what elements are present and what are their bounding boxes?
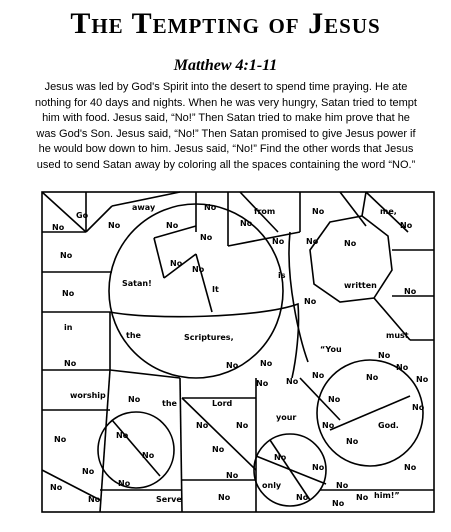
space-no[interactable]: No <box>200 233 213 242</box>
scripture-reference: Matthew 4:1-11 <box>173 57 278 74</box>
divider <box>196 254 212 312</box>
space-no[interactable]: No <box>50 483 63 492</box>
space-no[interactable]: No <box>108 221 121 230</box>
story-line: Jesus was led by God's Spirit into the desert to spend time praying. He ate <box>44 81 408 93</box>
space-no[interactable]: No <box>344 239 357 248</box>
space-me[interactable]: me, <box>380 207 397 216</box>
space-no[interactable]: No <box>256 379 269 388</box>
space-no[interactable]: No <box>356 493 369 502</box>
space-go[interactable]: Go <box>76 211 89 220</box>
space-no[interactable]: No <box>64 359 77 368</box>
space-no[interactable]: No <box>396 363 409 372</box>
space-scriptures[interactable]: Scriptures, <box>184 333 234 342</box>
space-no[interactable]: No <box>240 219 253 228</box>
space-no[interactable]: No <box>212 445 225 454</box>
story-line: he would bow down to him. Jesus said, “No!” Find the other words that Jesus <box>38 143 414 155</box>
puzzle-outlines <box>42 192 434 512</box>
divider <box>112 420 160 476</box>
space-no[interactable]: No <box>118 479 131 488</box>
space-no[interactable]: No <box>60 251 73 260</box>
space-no[interactable]: No <box>62 289 75 298</box>
space-no[interactable]: No <box>218 493 231 502</box>
space-no[interactable]: No <box>378 351 391 360</box>
space-no[interactable]: No <box>52 223 65 232</box>
space-no[interactable]: No <box>312 207 325 216</box>
space-no[interactable]: No <box>336 481 349 490</box>
space-no[interactable]: No <box>116 431 129 440</box>
space-no[interactable]: No <box>286 377 299 386</box>
space-no[interactable]: No <box>412 403 425 412</box>
space-in[interactable]: in <box>64 323 73 332</box>
divider <box>154 238 164 278</box>
space-no[interactable]: No <box>366 373 379 382</box>
space-away[interactable]: away <box>132 203 156 212</box>
space-worship[interactable]: worship <box>70 391 106 400</box>
space-no[interactable]: No <box>306 237 319 246</box>
space-lord[interactable]: Lord <box>212 399 233 408</box>
space-no[interactable]: No <box>204 203 217 212</box>
space-no[interactable]: No <box>346 437 359 446</box>
divider <box>270 440 310 500</box>
space-no[interactable]: No <box>296 493 309 502</box>
story-line: him with food. Jesus said, “No!” Then Satan tried to make him prove that he <box>42 112 410 124</box>
space-satan[interactable]: Satan! <box>122 279 152 288</box>
space-him[interactable]: him!” <box>374 491 400 500</box>
divider <box>340 192 366 226</box>
story-line: nothing for 40 days and nights. When he was very hungry, Satan tried to tempt <box>35 96 417 109</box>
space-no[interactable]: No <box>196 421 209 430</box>
space-no[interactable]: No <box>170 259 183 268</box>
space-no[interactable]: No <box>312 371 325 380</box>
space-god[interactable]: God. <box>378 421 399 430</box>
page-title: The Tempting of Jesus <box>70 7 381 40</box>
space-is[interactable]: is <box>278 271 286 280</box>
space-no[interactable]: No <box>332 499 345 508</box>
divider <box>182 398 256 470</box>
space-no[interactable]: No <box>260 359 273 368</box>
space-only[interactable]: only <box>262 481 282 490</box>
space-no[interactable]: No <box>274 453 287 462</box>
space-the[interactable]: the <box>126 331 141 340</box>
space-must[interactable]: must <box>386 331 409 340</box>
space-no[interactable]: No <box>192 265 205 274</box>
divider <box>362 192 366 216</box>
space-no[interactable]: No <box>400 221 413 230</box>
space-no[interactable]: No <box>272 237 285 246</box>
space-no[interactable]: No <box>416 375 429 384</box>
space-no[interactable]: No <box>226 471 239 480</box>
space-no[interactable]: No <box>142 451 155 460</box>
space-no[interactable]: No <box>166 221 179 230</box>
space-it[interactable]: It <box>212 285 219 294</box>
space-no[interactable]: No <box>304 297 317 306</box>
space-no[interactable]: No <box>328 395 341 404</box>
space-written[interactable]: written <box>344 281 377 290</box>
story-line: was God's Son. Jesus said, “No!” Then Satan promised to give Jesus power if <box>36 127 416 140</box>
space-no[interactable]: No <box>128 395 141 404</box>
space-serve[interactable]: Serve <box>156 495 182 504</box>
story-line: used to send Satan away by coloring all the spaces containing the word “NO.” <box>36 158 416 171</box>
space-no[interactable]: No <box>88 495 101 504</box>
space-the[interactable]: the <box>162 399 177 408</box>
space-no[interactable]: No <box>226 361 239 370</box>
divider <box>180 378 182 512</box>
space-no[interactable]: No <box>312 463 325 472</box>
space-no[interactable]: No <box>404 463 417 472</box>
space-no[interactable]: No <box>404 287 417 296</box>
left-small-circle <box>98 412 174 488</box>
space-no[interactable]: No <box>54 435 67 444</box>
space-from[interactable]: from <box>254 207 276 216</box>
space-no[interactable]: No <box>322 421 335 430</box>
space-no[interactable]: No <box>236 421 249 430</box>
space-your[interactable]: your <box>276 413 297 422</box>
space-no[interactable]: No <box>82 467 95 476</box>
space-you[interactable]: “You <box>320 345 342 354</box>
